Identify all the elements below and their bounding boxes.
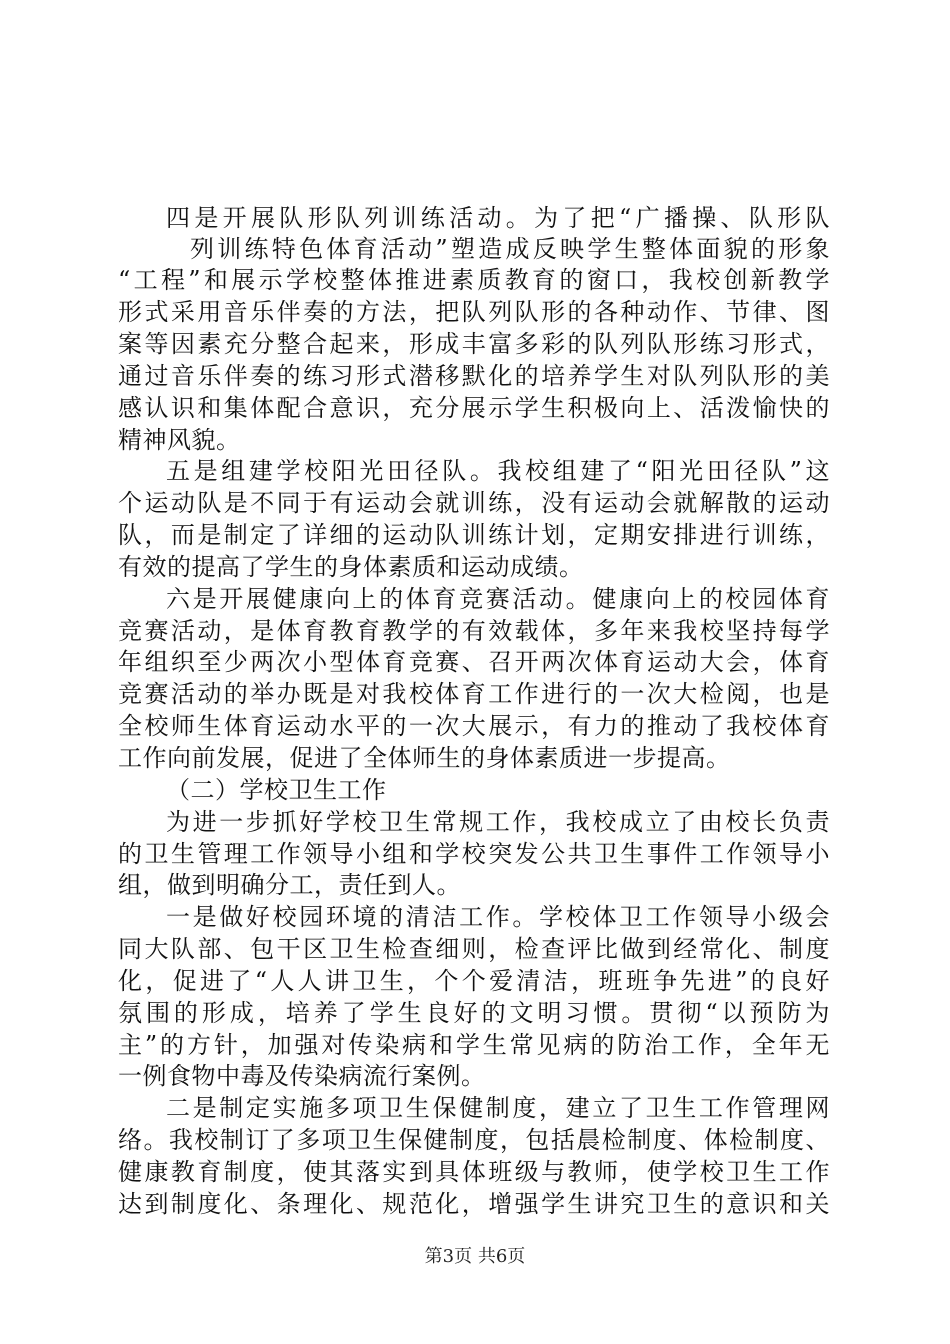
paragraph-line: 竞赛活动的举办既是对我校体育工作进行的一次大检阅，也是 — [118, 680, 830, 708]
paragraph-line: 有效的提高了学生的身体素质和运动成绩。 — [118, 553, 584, 581]
paragraph-line: 列训练特色体育活动”塑造成反映学生整体面貌的形象 — [190, 235, 830, 263]
paragraph-line: 二是制定实施多项卫生保健制度，建立了卫生工作管理网 — [166, 1094, 830, 1122]
paragraph-line: 个运动队是不同于有运动会就训练，没有运动会就解散的运动 — [118, 489, 830, 517]
paragraph-line: 同大队部、包干区卫生检查细则，检查评比做到经常化、制度 — [118, 935, 830, 963]
paragraph-line: 通过音乐伴奏的练习形式潜移默化的培养学生对队列队形的美 — [118, 362, 830, 390]
paragraph-line: 六是开展健康向上的体育竞赛活动。健康向上的校园体育 — [166, 585, 830, 613]
paragraph-line: 精神风貌。 — [118, 426, 241, 454]
paragraph-line: 形式采用音乐伴奏的方法，把队列队形的各种动作、节律、图 — [118, 298, 830, 326]
paragraph-line: 主”的方针，加强对传染病和学生常见病的防治工作，全年无 — [118, 1031, 830, 1059]
paragraph-line: 氛围的形成，培养了学生良好的文明习惯。贯彻“以预防为 — [118, 999, 830, 1027]
paragraph-line: 达到制度化、条理化、规范化，增强学生讲究卫生的意识和关 — [118, 1190, 830, 1218]
paragraph-line: 为进一步抓好学校卫生常规工作，我校成立了由校长负责 — [166, 808, 830, 836]
paragraph-line: 感认识和集体配合意识，充分展示学生积极向上、活泼愉快的 — [118, 394, 830, 422]
paragraph-line: 健康教育制度，使其落实到具体班级与教师，使学校卫生工作 — [118, 1158, 830, 1186]
paragraph-line: 一例食物中毒及传染病流行案例。 — [118, 1062, 486, 1090]
paragraph-line: 竞赛活动，是体育教育教学的有效载体，多年来我校坚持每学 — [118, 617, 830, 645]
paragraph-line: 工作向前发展，促进了全体师生的身体素质进一步提高。 — [118, 744, 731, 772]
paragraph-line: 络。我校制订了多项卫生保健制度，包括晨检制度、体检制度、 — [118, 1126, 830, 1154]
section-heading: （二）学校卫生工作 — [166, 776, 387, 804]
paragraph-line: 一是做好校园环境的清洁工作。学校体卫工作领导小级会 — [166, 903, 830, 931]
paragraph-line: 组，做到明确分工，责任到人。 — [118, 871, 461, 899]
paragraph-line: “工程”和展示学校整体推进素质教育的窗口，我校创新教学 — [118, 266, 830, 294]
paragraph-line: 案等因素充分整合起来，形成丰富多彩的队列队形练习形式， — [118, 330, 830, 358]
page-number-footer: 第3页 共6页 — [424, 1246, 526, 1267]
paragraph-line: 的卫生管理工作领导小组和学校突发公共卫生事件工作领导小 — [118, 840, 830, 868]
paragraph-line: 化，促进了“人人讲卫生，个个爱清洁，班班争先进”的良好 — [118, 967, 830, 995]
paragraph-line: 全校师生体育运动水平的一次大展示，有力的推动了我校体育 — [118, 712, 830, 740]
paragraph-line: 队，而是制定了详细的运动队训练计划，定期安排进行训练， — [118, 521, 830, 549]
paragraph-line: 四是开展队形队列训练活动。为了把“广播操、队形队 — [166, 204, 830, 232]
paragraph-line: 年组织至少两次小型体育竞赛、召开两次体育运动大会，体育 — [118, 648, 830, 676]
paragraph-line: 五是组建学校阳光田径队。我校组建了“阳光田径队”这 — [166, 457, 830, 485]
